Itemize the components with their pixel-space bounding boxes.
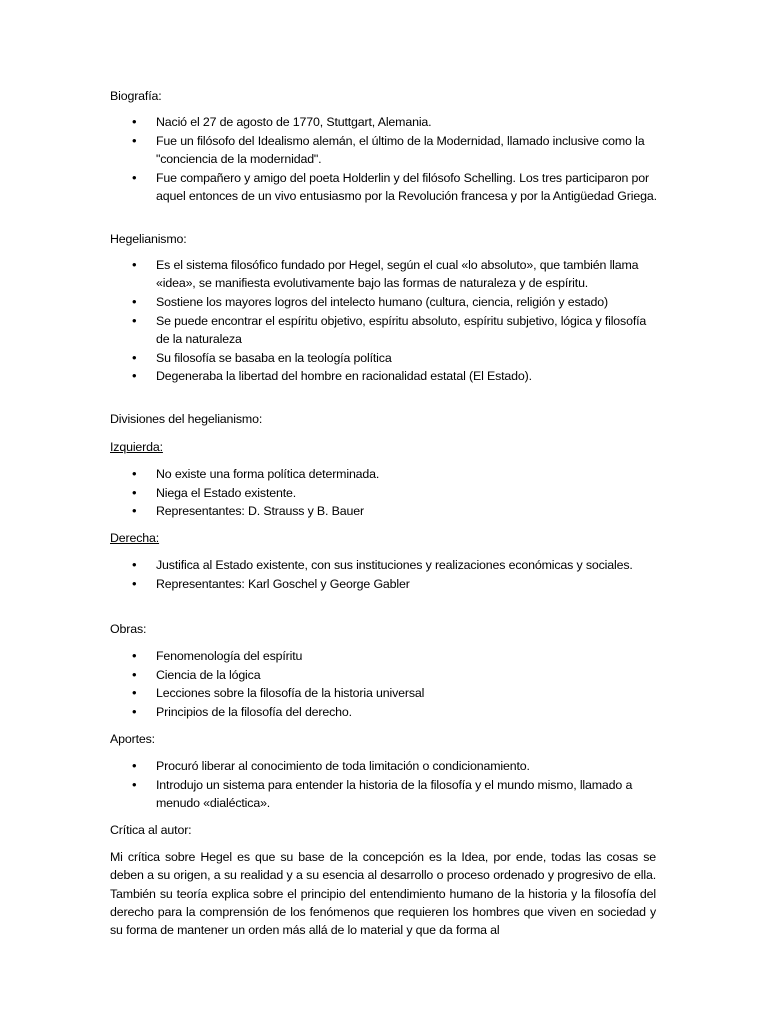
list-item: • Introdujo un sistema para entender la historia de la filosofía y el mundo mismo, llamado a menudo «dialéctica». [132, 776, 633, 810]
heading-aportes: Aportes: [110, 732, 155, 746]
bullet-icon: • [132, 368, 137, 384]
heading-izquierda: Izquierda: [110, 440, 163, 454]
bullet-icon: • [132, 776, 137, 792]
bullet-icon: • [132, 349, 137, 365]
bullet-icon: • [132, 114, 137, 129]
bullet-icon: • [132, 503, 137, 519]
list-item: • Se puede encontrar el espíritu objetivo, espíritu absoluto, espíritu subjetivo, lógica y filosofía de la naturaleza [132, 312, 647, 346]
list-item: • Nació el 27 de agosto de 1770, Stuttgart, Alemania. [0, 113, 768, 131]
bullet-icon: • [132, 575, 137, 591]
heading-biografia: Biografía: [110, 89, 162, 103]
list-item: • Niega el Estado existente. [0, 484, 768, 502]
bullet-icon: • [132, 758, 137, 773]
list-item: • Es el sistema filosófico fundado por Hegel, según el cual «lo absoluto», que también llama «idea», se manifiesta evolutivamente bajo las formas de naturaleza y de espíritu. [132, 257, 639, 291]
list-biografia [0, 113, 768, 206]
list-aportes [0, 757, 768, 813]
list-item: • No existe una forma política determinada. [0, 465, 768, 483]
list-item: • Fue compañero y amigo del poeta Holderlin y del filósofo Schelling. Los tres participaron por aquel entonces de un vivo entusiasmo por la Revolución francesa y por la Antigüedad Griega. [132, 169, 657, 203]
bullet-icon: • [132, 169, 137, 185]
heading-divisiones: Divisiones del hegelianismo: [110, 412, 263, 426]
bullet-icon: • [132, 704, 137, 720]
bullet-icon: • [132, 293, 137, 309]
bullet-icon: • [132, 685, 137, 701]
list-item: • Fue un filósofo del Idealismo alemán, el último de la Modernidad, llamado inclusive como la "conciencia de la modernidad". [132, 132, 645, 166]
bullet-icon: • [132, 312, 137, 328]
list-item: • Lecciones sobre la filosofía de la historia universal [0, 684, 768, 702]
list-item: • Ciencia de la lógica [0, 666, 768, 684]
list-item: • Sostiene los mayores logros del intelecto humano (cultura, ciencia, religión y estado) [0, 293, 768, 311]
list-item: • Justifica al Estado existente, con sus instituciones y realizaciones económicas y sociales. [0, 556, 768, 574]
list-item: • Fenomenología del espíritu [0, 647, 768, 665]
list-item: • Su filosofía se basaba en la teología política [0, 349, 768, 367]
bullet-icon: • [132, 648, 137, 663]
list-derecha [0, 556, 768, 593]
list-hegelianismo [0, 256, 768, 386]
critica-paragraph: Mi crítica sobre Hegel es que su base de la concepción es la Idea, por ende, todas las cosas se deben a su origen, a su realidad y a su esencia al desarrollo o proceso ordenado y progresivo de ella. También su teoría explica sobre el principio del entendimiento humano de la historia y la filosofía del derecho para la comprensión de los fenómenos que requieren los hombres que viven en sociedad y su forma de mantener un orden más allá de lo material y que da forma al [110, 850, 656, 938]
bullet-icon: • [132, 132, 137, 148]
bullet-icon: • [132, 257, 137, 272]
bullet-icon: • [132, 484, 137, 500]
list-item: • Degeneraba la libertad del hombre en racionalidad estatal (El Estado). [0, 367, 768, 385]
heading-critica: Crítica al autor: [110, 823, 192, 837]
list-obras [0, 647, 768, 722]
list-izquierda [0, 465, 768, 521]
bullet-icon: • [132, 466, 137, 481]
list-item: • Representantes: Karl Goschel y George Gabler [0, 575, 768, 593]
list-item: • Representantes: D. Strauss y B. Bauer [0, 502, 768, 520]
bullet-icon: • [132, 666, 137, 682]
heading-hegelianismo: Hegelianismo: [110, 232, 187, 246]
list-item: • Procuró liberar al conocimiento de toda limitación o condicionamiento. [0, 757, 768, 775]
list-item: • Principios de la filosofía del derecho. [0, 703, 768, 721]
heading-derecha: Derecha: [110, 531, 160, 545]
bullet-icon: • [132, 557, 137, 572]
heading-obras: Obras: [110, 622, 147, 636]
